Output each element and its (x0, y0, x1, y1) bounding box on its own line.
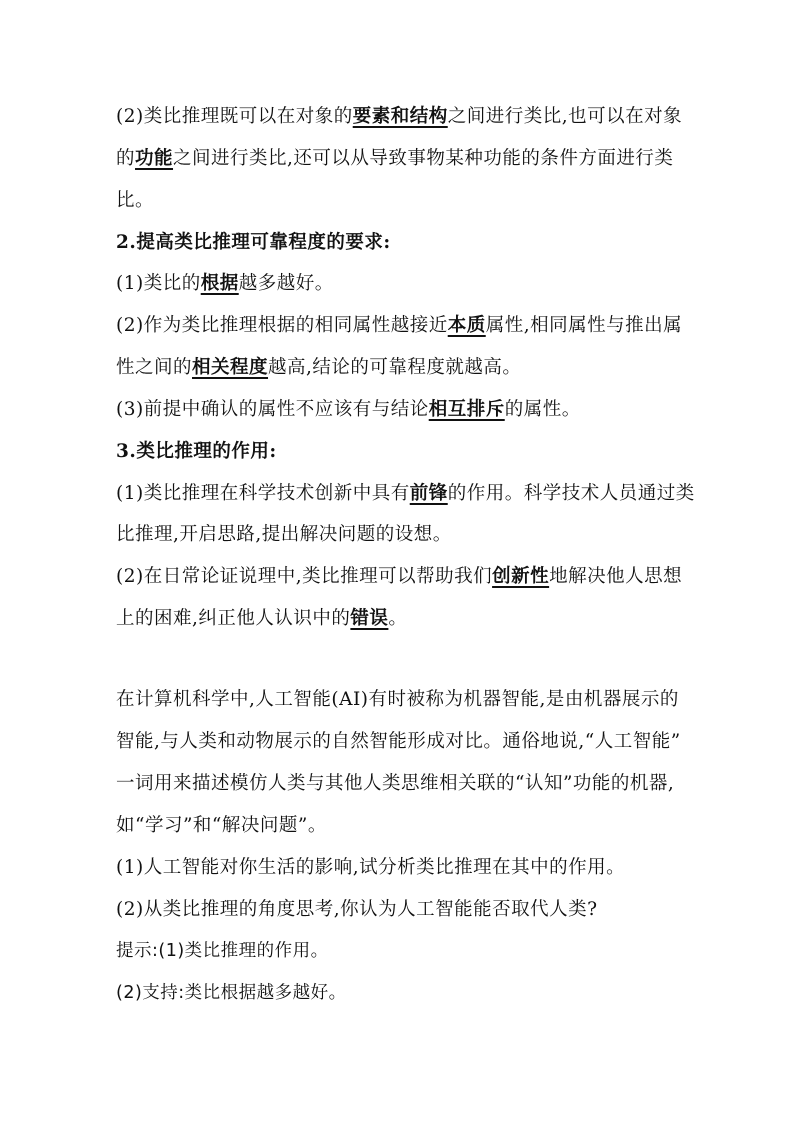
text: 上的困难,纠正他人认识中的 (116, 608, 351, 629)
key-term: 前锋 (409, 483, 448, 504)
text: 。 (388, 608, 408, 629)
text: (2)在日常论证说理中,类比推理可以帮助我们 (116, 566, 493, 587)
hint-2: (2)支持:类比根据越多越好。 (116, 983, 347, 1003)
hint-1: 提示:(1)类比推理的作用。 (116, 941, 329, 961)
case-line: 在计算机科学中,人工智能(AI)有时被称为机器智能,是由机器展示的 (116, 689, 679, 710)
text: (1)类比推理在科学技术创新中具有 (116, 483, 410, 504)
paragraph-line (116, 397, 696, 423)
paragraph-line (116, 188, 696, 214)
text: 的属性。 (504, 399, 581, 420)
question-1: (1)人工智能对你生活的影响,试分析类比推理在其中的作用。 (116, 857, 626, 878)
text: 之间进行类比,也可以在对象 (447, 106, 683, 127)
key-term: 本质 (447, 315, 486, 336)
key-term: 要素和结构 (352, 106, 448, 127)
key-term: 创新性 (492, 566, 550, 587)
text: 比推理,开启思路,提出解决问题的设想。 (116, 524, 452, 545)
key-term: 功能 (135, 148, 174, 169)
text: 属性,相同属性与推出属 (485, 315, 683, 336)
text: 性之间的 (116, 357, 193, 378)
text: (2)作为类比推理根据的相同属性越接近 (116, 315, 448, 336)
text: 越高,结论的可靠程度就越高。 (268, 357, 522, 378)
text: 之间进行类比,还可以从导致事物某种功能的条件方面进行类 (173, 148, 674, 169)
text: 比。 (116, 190, 155, 211)
case-line: 如“学习”和“解决问题”。 (116, 815, 327, 836)
paragraph-line (116, 271, 696, 297)
key-term: 相关程度 (192, 357, 269, 378)
paragraph-line (116, 564, 696, 590)
text: 的 (116, 148, 136, 169)
case-line: 一词用来描述模仿人类与其他人类思维相关联的“认知”功能的机器, (116, 773, 675, 794)
paragraph-line (116, 355, 696, 381)
question-2: (2)从类比推理的角度思考,你认为人工智能能否取代人类? (116, 899, 598, 920)
paragraph-line (116, 146, 696, 172)
text: 越多越好。 (238, 273, 334, 294)
section-heading: 2.提高类比推理可靠程度的要求: (116, 232, 391, 253)
text: (1)类比的 (116, 273, 201, 294)
key-term: 根据 (200, 273, 239, 294)
section-heading: 3.类比推理的作用: (116, 441, 277, 462)
text: 地解决他人思想 (549, 566, 683, 587)
paragraph-line (116, 606, 696, 632)
key-term: 错误 (350, 608, 389, 629)
text: 的作用。科学技术人员通过类 (447, 483, 695, 504)
paragraph-line (116, 481, 696, 507)
paragraph-line (116, 522, 696, 548)
key-term: 相互排斥 (428, 399, 505, 420)
paragraph-line (116, 313, 696, 339)
case-line: 智能,与人类和动物展示的自然智能形成对比。通俗地说,“人工智能” (116, 731, 681, 752)
text: (2)类比推理既可以在对象的 (116, 106, 353, 127)
text: (3)前提中确认的属性不应该有与结论 (116, 399, 429, 420)
paragraph-line (116, 104, 696, 130)
